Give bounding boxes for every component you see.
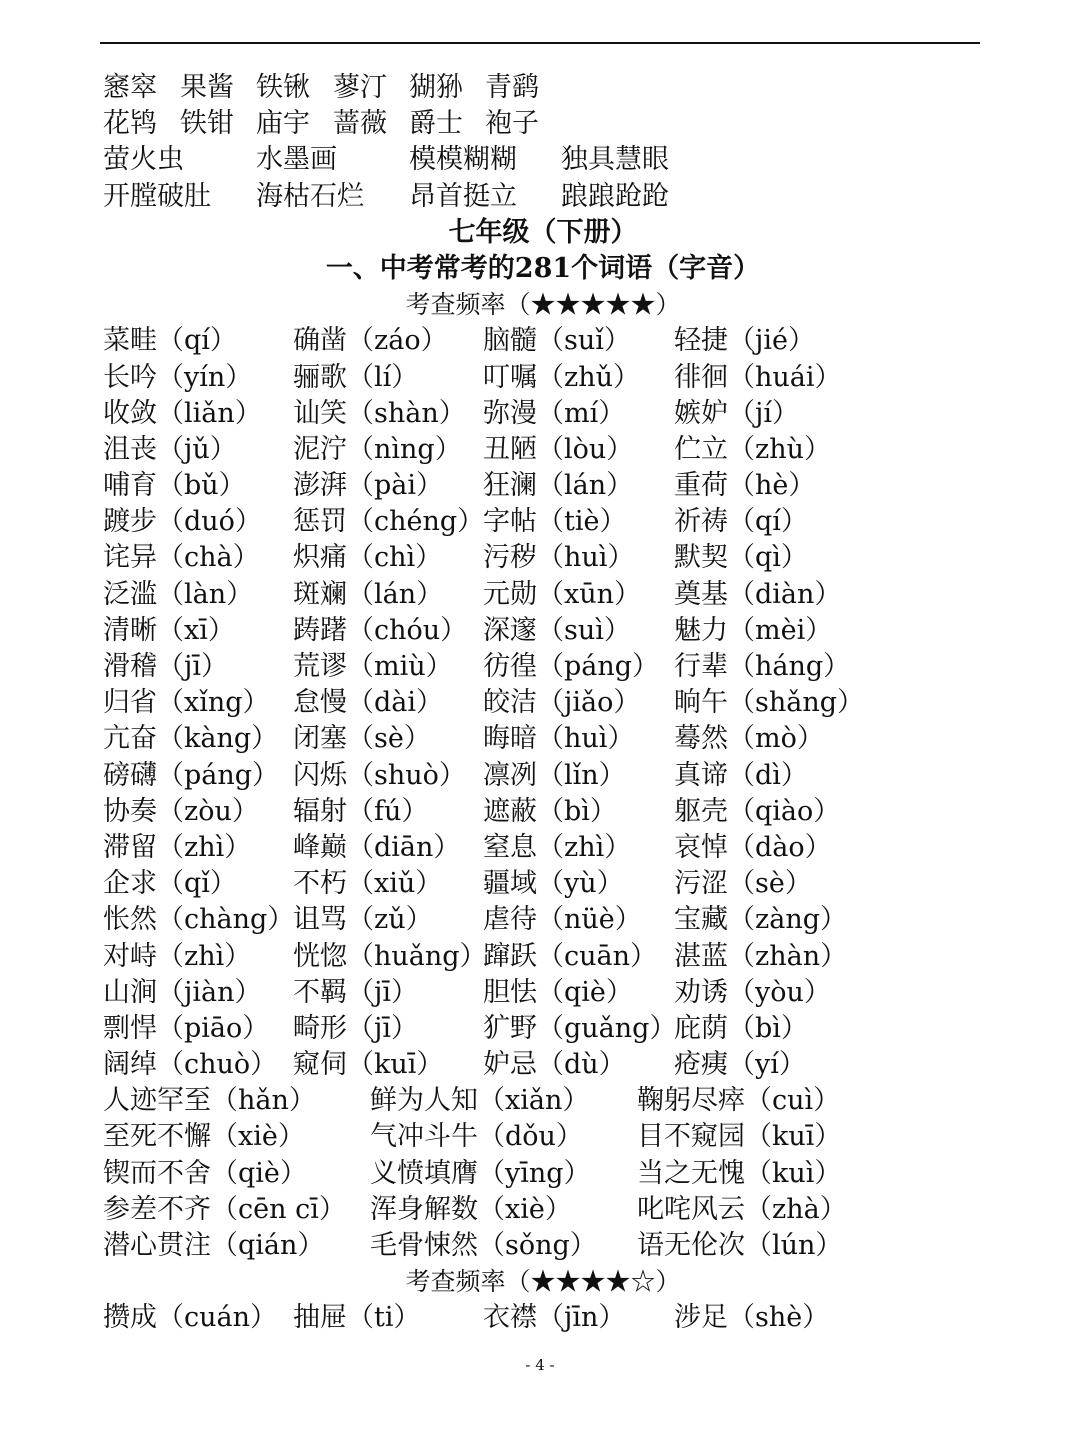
entry-row bbox=[103, 1228, 983, 1264]
word-entry: 协奏（zòu） bbox=[103, 795, 259, 827]
word-entry: 归省（xǐng） bbox=[103, 687, 270, 719]
word-entry: 默契（qì） bbox=[674, 542, 808, 574]
entry-row bbox=[103, 1011, 983, 1047]
word-entry: 恍惚（huǎng） bbox=[293, 940, 487, 972]
word: 铁钳 bbox=[180, 108, 234, 140]
word-entry: 祈祷（qí） bbox=[674, 506, 808, 538]
word: 袍子 bbox=[485, 108, 539, 140]
entry-row bbox=[103, 1119, 983, 1155]
word-entry: 凛冽（lǐn） bbox=[483, 759, 626, 791]
entry-row bbox=[103, 649, 983, 685]
word-entry: 伫立（zhù） bbox=[674, 433, 832, 465]
word-entry: 目不窥园（kuī） bbox=[637, 1121, 842, 1153]
word-entry: 脑髓（suǐ） bbox=[483, 325, 631, 357]
word-entry: 深邃（suì） bbox=[483, 614, 631, 646]
word-entry: 抽屉（ti） bbox=[293, 1302, 421, 1334]
word-entry: 讪笑（shàn） bbox=[293, 397, 466, 429]
word-entry: 疮痍（yí） bbox=[674, 1049, 806, 1081]
word-entry: 蓦然（mò） bbox=[674, 723, 824, 755]
entry-row bbox=[103, 504, 983, 540]
word: 独具慧眼 bbox=[561, 144, 669, 176]
word-entry: 行辈（háng） bbox=[674, 651, 851, 682]
word: 猢狲 bbox=[409, 72, 463, 103]
word-entry: 鞠躬尽瘁（cuì） bbox=[637, 1085, 841, 1117]
word-entry: 沮丧（jǔ） bbox=[103, 433, 237, 465]
word-row bbox=[103, 142, 983, 178]
word-entry: 哀悼（dào） bbox=[674, 831, 832, 863]
word-entry: 企求（qǐ） bbox=[103, 868, 237, 900]
word: 果酱 bbox=[180, 72, 234, 103]
frequency-label-4star: 考查频率（★★★★☆） bbox=[405, 1267, 681, 1297]
word-entry: 字帖（tiè） bbox=[483, 506, 627, 538]
idiom-list-5star bbox=[103, 1083, 983, 1264]
page-content bbox=[103, 70, 983, 1337]
frequency-label-5star: 考查频率（★★★★★） bbox=[405, 290, 681, 320]
word-entry: 衣襟（jīn） bbox=[483, 1302, 626, 1334]
word-entry: 狂澜（lán） bbox=[483, 470, 634, 502]
word-entry: 气冲斗牛（dǒu） bbox=[370, 1121, 583, 1153]
word-entry: 泛滥（làn） bbox=[103, 578, 254, 610]
word-entry: 阔绰（chuò） bbox=[103, 1049, 278, 1081]
entry-row bbox=[103, 1300, 983, 1336]
section-subtitle: 一、中考常考的281个词语（字音） bbox=[325, 252, 761, 284]
word: 蔷薇 bbox=[333, 108, 387, 140]
entry-row bbox=[103, 902, 983, 938]
entry-row bbox=[103, 758, 983, 794]
entry-row bbox=[103, 613, 983, 649]
entry-row bbox=[103, 396, 983, 432]
word-entry: 攒成（cuán） bbox=[103, 1302, 277, 1334]
word-entry: 妒忌（dù） bbox=[483, 1049, 626, 1081]
word-entry: 参差不齐（cēn cī） bbox=[103, 1193, 346, 1225]
section-title: 七年级（下册） bbox=[448, 216, 638, 248]
word: 模模糊糊 bbox=[409, 144, 517, 176]
word-entry: 滑稽（jī） bbox=[103, 651, 229, 682]
word-entry: 当之无愧（kuì） bbox=[637, 1157, 842, 1189]
word-entry: 宝藏（zàng） bbox=[674, 904, 847, 936]
word-entry: 闪烁（shuò） bbox=[293, 759, 466, 791]
word-entry: 菜畦（qí） bbox=[103, 325, 237, 357]
word-entry: 庇荫（bì） bbox=[674, 1012, 808, 1044]
word-entry: 惩罚（chéng） bbox=[293, 506, 485, 538]
word-row bbox=[103, 179, 983, 215]
entry-row bbox=[103, 1192, 983, 1228]
word-entry: 不羁（jī） bbox=[293, 976, 419, 1008]
entry-row bbox=[103, 721, 983, 757]
word: 爵士 bbox=[409, 108, 463, 140]
word: 萤火虫 bbox=[103, 144, 184, 176]
word-entry: 哺育（bǔ） bbox=[103, 470, 246, 502]
word-entry: 剽悍（piāo） bbox=[103, 1012, 270, 1044]
word: 开膛破肚 bbox=[103, 180, 211, 212]
word-entry: 义愤填膺（yīng） bbox=[370, 1157, 591, 1189]
word-entry: 嫉妒（jí） bbox=[674, 397, 800, 429]
word-entry: 人迹罕至（hǎn） bbox=[103, 1085, 316, 1117]
word: 花鸨 bbox=[103, 108, 157, 140]
word-entry: 骊歌（lí） bbox=[293, 361, 419, 393]
word-entry: 窒息（zhì） bbox=[483, 831, 632, 863]
word-entry: 犷野（guǎng） bbox=[483, 1012, 677, 1044]
word-entry: 湛蓝（zhàn） bbox=[674, 940, 848, 972]
pronunciation-list-5star bbox=[103, 323, 983, 1083]
word: 铁锹 bbox=[256, 72, 310, 103]
word-entry: 畸形（jī） bbox=[293, 1012, 419, 1044]
word-entry: 疆域（yù） bbox=[483, 868, 624, 900]
word-entry: 丑陋（lòu） bbox=[483, 433, 634, 465]
header-rule bbox=[100, 42, 980, 44]
word-entry: 虐待（nüè） bbox=[483, 904, 642, 936]
word: 庙宇 bbox=[256, 108, 310, 140]
word-row bbox=[103, 106, 983, 142]
word-entry: 亢奋（kàng） bbox=[103, 723, 279, 755]
word-entry: 毛骨悚然（sǒng） bbox=[370, 1230, 597, 1261]
entry-row bbox=[103, 794, 983, 830]
entry-row bbox=[103, 975, 983, 1011]
word-entry: 诅骂（zǔ） bbox=[293, 904, 433, 936]
pronunciation-list-4star bbox=[103, 1300, 983, 1336]
entry-row bbox=[103, 866, 983, 902]
word-entry: 锲而不舍（qiè） bbox=[103, 1157, 307, 1189]
word-entry: 污涩（sè） bbox=[674, 868, 812, 900]
word-entry: 斑斓（lán） bbox=[293, 578, 444, 610]
word-entry: 躯壳（qiào） bbox=[674, 795, 841, 827]
word-entry: 徘徊（huái） bbox=[674, 361, 842, 393]
word: 踉踉跄跄 bbox=[561, 180, 669, 212]
word-entry: 至死不懈（xiè） bbox=[103, 1121, 305, 1153]
word-entry: 潜心贯注（qián） bbox=[103, 1230, 325, 1261]
entry-row bbox=[103, 323, 983, 359]
word: 青鹞 bbox=[485, 72, 539, 103]
word-entry: 弥漫（mí） bbox=[483, 397, 626, 429]
entry-row bbox=[103, 1083, 983, 1119]
word-entry: 窥伺（kuī） bbox=[293, 1049, 444, 1081]
word: 水墨画 bbox=[256, 144, 337, 176]
entry-row bbox=[103, 685, 983, 721]
word-entry: 踱步（duó） bbox=[103, 506, 262, 538]
word-entry: 收敛（liǎn） bbox=[103, 397, 262, 429]
word-entry: 浑身解数（xiè） bbox=[370, 1193, 572, 1225]
word-entry: 魅力（mèi） bbox=[674, 614, 833, 646]
word-entry: 遮蔽（bì） bbox=[483, 795, 617, 827]
entry-row bbox=[103, 830, 983, 866]
word-entry: 晦暗（huì） bbox=[483, 723, 635, 755]
word-entry: 闭塞（sè） bbox=[293, 723, 431, 755]
word-entry: 劝诱（yòu） bbox=[674, 976, 831, 1008]
word-entry: 鲜为人知（xiǎn） bbox=[370, 1085, 590, 1117]
word-entry: 不朽（xiǔ） bbox=[293, 868, 443, 900]
word-entry: 清晰（xī） bbox=[103, 614, 235, 646]
word-row bbox=[103, 70, 983, 106]
entry-row bbox=[103, 1156, 983, 1192]
word-entry: 长吟（yín） bbox=[103, 361, 253, 393]
word: 窸窣 bbox=[103, 72, 157, 103]
word-entry: 涉足（shè） bbox=[674, 1302, 830, 1334]
word: 昂首挺立 bbox=[409, 180, 517, 212]
word-entry: 污秽（huì） bbox=[483, 542, 635, 574]
word-entry: 胆怯（qiè） bbox=[483, 976, 633, 1008]
entry-row bbox=[103, 939, 983, 975]
word-entry: 彷徨（páng） bbox=[483, 651, 660, 682]
entry-row bbox=[103, 432, 983, 468]
word-entry: 元勋（xūn） bbox=[483, 578, 642, 610]
word-entry: 辐射（fú） bbox=[293, 795, 429, 827]
word-entry: 怠慢（dài） bbox=[293, 687, 444, 719]
word: 蓼汀 bbox=[333, 72, 387, 103]
page-number: - 4 - bbox=[525, 1356, 555, 1374]
word-entry: 磅礴（páng） bbox=[103, 759, 280, 791]
entry-row bbox=[103, 468, 983, 504]
word-entry: 对峙（zhì） bbox=[103, 940, 252, 972]
word-entry: 诧异（chà） bbox=[103, 542, 260, 574]
word-entry: 怅然（chàng） bbox=[103, 904, 295, 936]
word-entry: 澎湃（pài） bbox=[293, 470, 444, 502]
word: 海枯石烂 bbox=[256, 180, 364, 212]
word-entry: 炽痛（chì） bbox=[293, 542, 443, 574]
word-entry: 语无伦次（lún） bbox=[637, 1230, 843, 1261]
word-entry: 晌午（shǎng） bbox=[674, 687, 865, 719]
entry-row bbox=[103, 577, 983, 613]
word-entry: 轻捷（jié） bbox=[674, 325, 815, 357]
word-entry: 泥泞（nìng） bbox=[293, 433, 462, 465]
entry-row bbox=[103, 360, 983, 396]
word-entry: 蹿跃（cuān） bbox=[483, 940, 657, 972]
word-entry: 荒谬（miù） bbox=[293, 651, 453, 682]
word-entry: 叱咤风云（zhà） bbox=[637, 1193, 847, 1225]
entry-row bbox=[103, 540, 983, 576]
word-entry: 重荷（hè） bbox=[674, 470, 816, 502]
word-entry: 山涧（jiàn） bbox=[103, 976, 262, 1008]
entry-row bbox=[103, 1047, 983, 1083]
word-entry: 皎洁（jiǎo） bbox=[483, 687, 641, 719]
word-entry: 峰巅（diān） bbox=[293, 831, 461, 863]
word-entry: 叮嘱（zhǔ） bbox=[483, 361, 641, 393]
word-entry: 踌躇（chóu） bbox=[293, 614, 468, 646]
word-entry: 奠基（diàn） bbox=[674, 578, 842, 610]
word-entry: 滞留（zhì） bbox=[103, 831, 252, 863]
word-entry: 真谛（dì） bbox=[674, 759, 808, 791]
word-entry: 确凿（záo） bbox=[293, 325, 448, 357]
